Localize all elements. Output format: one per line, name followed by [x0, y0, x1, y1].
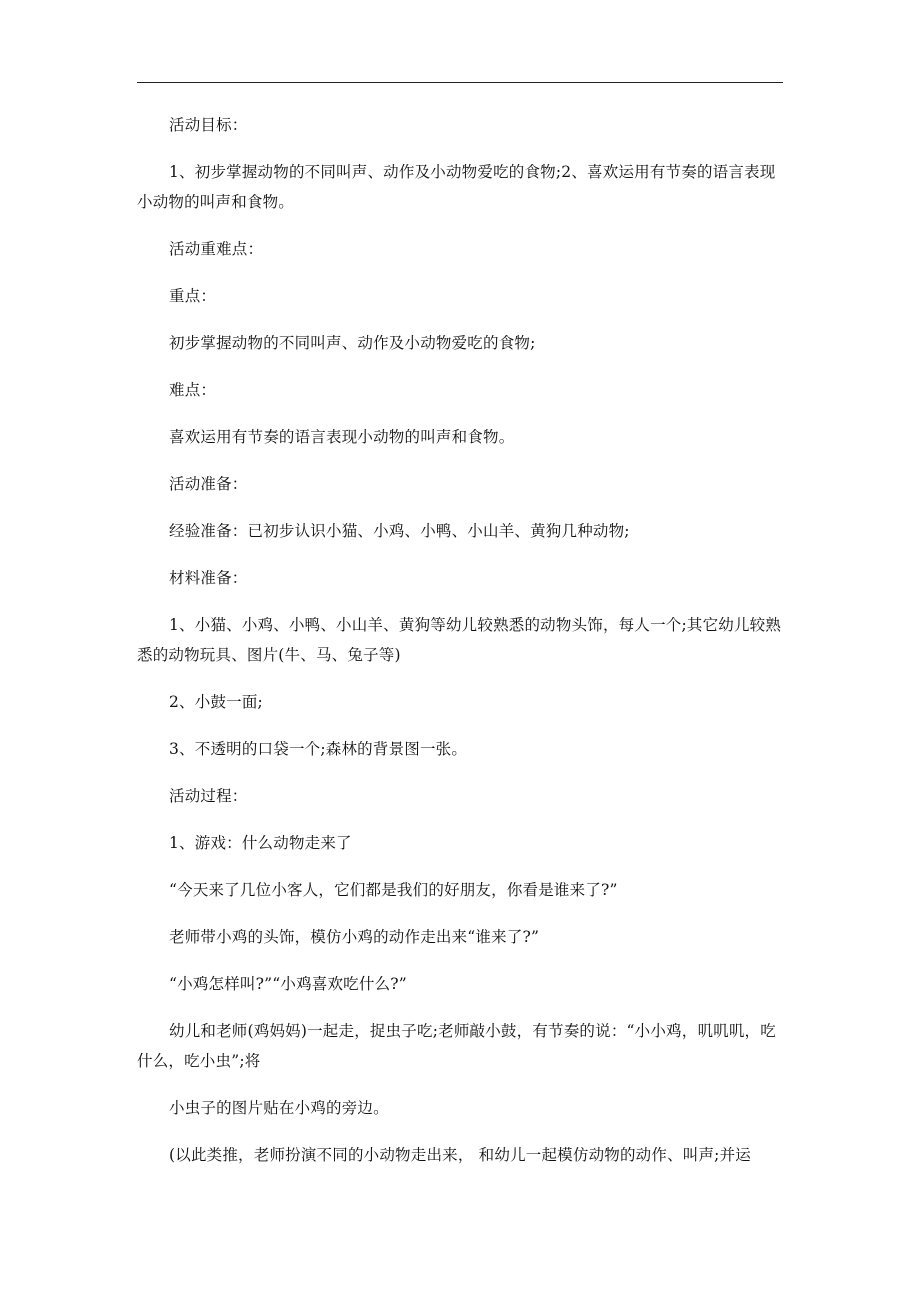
- paragraph-and-so-on: (以此类推，老师扮演不同的小动物走出来， 和幼儿一起模仿动物的动作、叫声;并运: [169, 1146, 751, 1164]
- header-rule: [137, 82, 783, 83]
- paragraph-goals-heading: 活动目标：: [169, 116, 248, 134]
- paragraph-bug-picture: 小虫子的图片贴在小鸡的旁边。: [169, 1099, 389, 1117]
- paragraph-difficulty-heading: 难点：: [169, 381, 217, 399]
- document-body: [137, 110, 785, 1187]
- paragraph-key-points-heading: 活动重难点：: [169, 240, 264, 258]
- paragraph-goals: 1、初步掌握动物的不同叫声、动作及小动物爱吃的食物;2、喜欢运用有节奏的语言表现小动物的叫声和食物。: [137, 163, 776, 211]
- paragraph-difficulty: 喜欢运用有节奏的语言表现小动物的叫声和食物。: [169, 428, 515, 446]
- paragraph-material-1: 1、小猫、小鸡、小鸭、小山羊、黄狗等幼儿较熟悉的动物头饰，每人一个;其它幼儿较熟悉的动物玩具、图片(牛、马、兔子等): [137, 616, 782, 664]
- paragraph-walk-together: 幼儿和老师(鸡妈妈)一起走，捉虫子吃;老师敲小鼓，有节奏的说：“小小鸡，叽叽叽，吃什么，吃小虫”;将: [137, 1022, 776, 1070]
- paragraph-teacher-chick: 老师带小鸡的头饰，模仿小鸡的动作走出来“谁来了?”: [169, 928, 540, 946]
- paragraph-preparation-heading: 活动准备：: [169, 475, 248, 493]
- paragraph-material-2: 2、小鼓一面;: [169, 693, 263, 711]
- paragraph-key-heading: 重点：: [169, 287, 217, 305]
- paragraph-game-title: 1、游戏：什么动物走来了: [169, 834, 352, 852]
- paragraph-quote-guests: “今天来了几位小客人，它们都是我们的好朋友，你看是谁来了?”: [169, 881, 618, 899]
- paragraph-material-heading: 材料准备：: [169, 569, 248, 587]
- paragraph-process-heading: 活动过程：: [169, 787, 248, 805]
- paragraph-key: 初步掌握动物的不同叫声、动作及小动物爱吃的食物;: [169, 334, 536, 352]
- paragraph-experience-prep: 经验准备：已初步认识小猫、小鸡、小鸭、小山羊、黄狗几种动物;: [169, 522, 630, 540]
- paragraph-chick-questions: “小鸡怎样叫?”“小鸡喜欢吃什么?”: [169, 975, 407, 993]
- paragraph-material-3: 3、不透明的口袋一个;森林的背景图一张。: [169, 740, 468, 758]
